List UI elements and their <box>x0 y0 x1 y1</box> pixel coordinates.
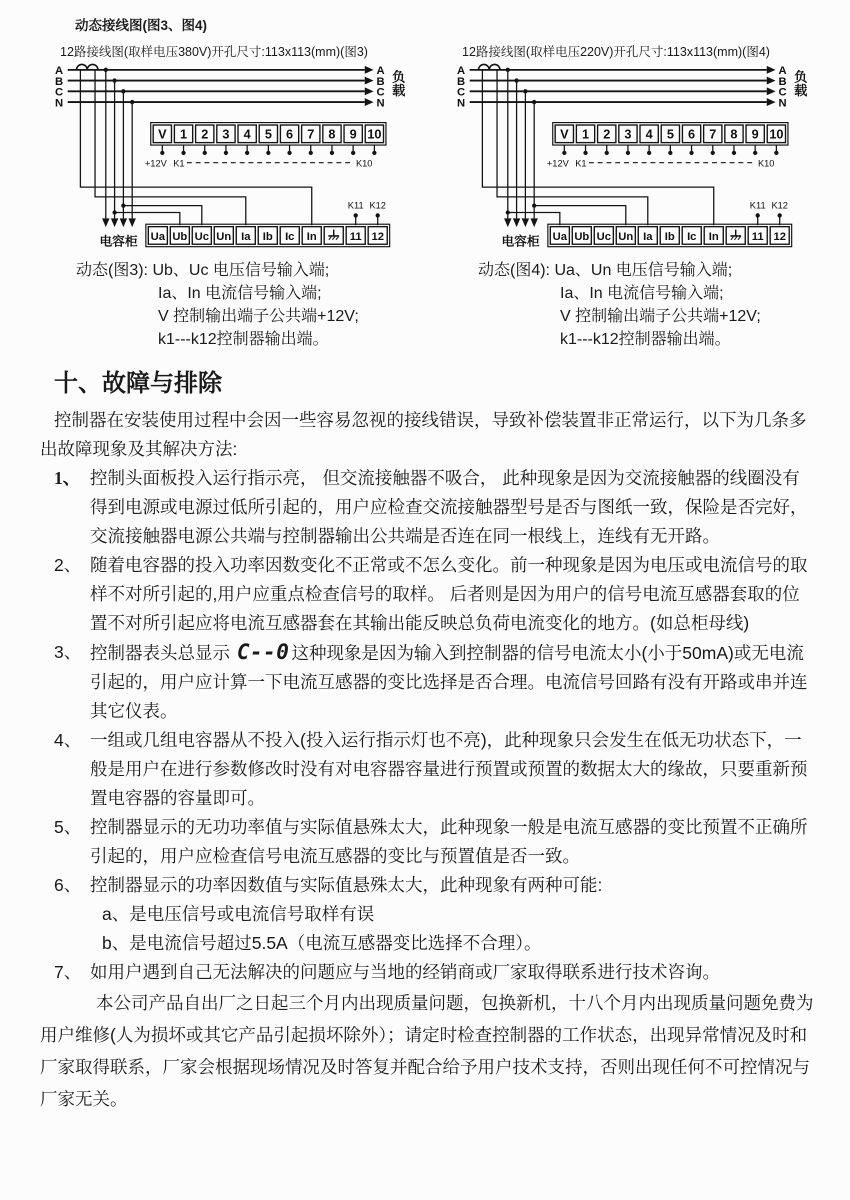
item-text-main: 控制头面板投入运行指示亮， 但交流接触器不吸合， 此种现象是因为交流接触器的线圈没有得到电源或电源过低所引起的，用户应检查交流接触器型号是否与图纸一致，保险是否完好，交流接触器电源公共端与控制器输出公共端是否连在同一根线上，连线有无开路。 <box>90 467 808 546</box>
plus12v-label: +12V <box>144 158 167 169</box>
phase-label-right: B <box>376 75 385 88</box>
arrowhead-icon <box>128 218 135 227</box>
caption-line: V 控制输出端子公共端+12V; <box>560 307 761 325</box>
bottom-terminal-label: Ia <box>241 230 251 243</box>
caption-line: V 控制输出端子公共端+12V; <box>158 307 359 325</box>
arrowhead-icon <box>767 87 776 95</box>
arrowhead-icon <box>102 218 109 227</box>
phase-label-right: N <box>376 97 385 110</box>
load-label: 负 <box>392 69 406 85</box>
item-number: 7、 <box>54 961 82 982</box>
bottom-terminal-label: Ua <box>150 230 166 243</box>
lcd-display: C--0 <box>236 639 290 664</box>
top-terminal-label: 2 <box>201 127 209 142</box>
figure-header: 12路接线图(取样电压220V)开孔尺寸:113x113(mm)(图4) <box>462 45 770 59</box>
top-terminal-label: 3 <box>624 127 632 142</box>
load-label: 载 <box>392 83 406 99</box>
bottom-terminal-label: Ib <box>262 230 273 243</box>
top-terminal-label: V <box>158 127 167 142</box>
item-text <box>90 813 814 871</box>
phase-label-right: N <box>778 97 787 110</box>
arrowhead-icon <box>530 218 537 227</box>
item-number: 4、 <box>54 729 82 750</box>
figure-header: 12路接线图(取样电压380V)开孔尺寸:113x113(mm)(图3) <box>60 45 368 59</box>
caption-line: k1---k12控制器输出端。 <box>158 330 329 348</box>
bottom-terminal-label: 11 <box>751 230 764 243</box>
wiring-diagram <box>456 62 842 254</box>
arrowhead-icon <box>504 218 511 227</box>
warranty-paragraph: 本公司产品自出厂之日起三个月内出现质量问题，包换新机，十八个月内出现质量问题免费为用户维修(人为损坏或其它产品引起损坏除外）；请定时检查控制器的工作状态，出现异常情况及时和厂家取得联系，厂家会根据现场情况及时答复并配合给予用户技术支持，否则出现任何不可控情况与厂家无关。 <box>40 992 814 1109</box>
item-text-main: 随着电容器的投入功率因数变化不正常或不怎么变化。前一种现象是因为电压或电流信号的取样不对所引起的,用户应重点检查信号的取样。 后者则是因为用户的信号电流互感器套取的位置不对所引起应将电流互感器套在其输出能反映总负荷电流变化的地方。(如总柜母线) <box>90 554 808 633</box>
phase-label-left: N <box>54 97 64 110</box>
top-terminal-label: 8 <box>730 127 738 142</box>
fault-item <box>40 551 814 638</box>
figure-column <box>456 42 842 351</box>
bottom-terminal-label: Ic <box>687 230 697 243</box>
item-number: 3、 <box>54 641 82 662</box>
sub-item: a、是电压信号或电流信号取样有误 <box>102 903 375 924</box>
caption-line: 动态(图4): Ua、Un 电压信号输入端; <box>478 261 733 279</box>
bottom-terminal-label: In <box>708 230 719 243</box>
figure-caption <box>456 259 842 351</box>
section-heading: 十、故障与排除 <box>54 369 222 397</box>
bottom-terminal-label: Un <box>216 230 232 243</box>
item-text <box>90 551 814 638</box>
k10-label: K10 <box>757 158 775 169</box>
bottom-terminal-label: In <box>306 230 317 243</box>
arrowhead-icon <box>365 98 374 106</box>
bottom-terminal-label: 11 <box>349 230 362 243</box>
cabinet-label: 电容柜 <box>99 234 138 249</box>
phase-label-right: C <box>376 86 385 99</box>
phase-label-left: C <box>54 86 64 99</box>
bottom-terminal-label: 12 <box>371 230 384 243</box>
bottom-terminal-label: Un <box>618 230 634 243</box>
plus12v-label: +12V <box>546 158 569 169</box>
item-text <box>90 871 814 958</box>
item-text-post: 这种现象是因为输入到控制器的信号电流太小(小于50mA)或无电流引起的，用户应计算一下电流互感器的变比选择是否合理。电流信号回路有没有开路或串并连其它仪表。 <box>90 642 808 721</box>
k1-label: K1 <box>575 158 587 169</box>
wiring-diagram <box>54 62 440 254</box>
figure-caption <box>54 259 440 351</box>
top-terminal-label: V <box>560 127 569 142</box>
arrowhead-icon <box>365 87 374 95</box>
item-text-main: 控制器显示的功率因数值与实际值悬殊太大，此种现象有两种可能: <box>90 874 603 895</box>
bottom-terminal-label: Ub <box>574 230 590 243</box>
item-text <box>90 958 814 987</box>
k12-label: K12 <box>369 200 386 211</box>
fault-item <box>40 638 814 726</box>
top-terminal-label: 9 <box>349 127 357 142</box>
phase-label-left: N <box>456 97 466 110</box>
k12-label: K12 <box>771 200 788 211</box>
item-number: 2、 <box>54 554 82 575</box>
section-intro: 控制器在安装使用过程中会因一些容易忽视的接线错误，导致补偿装置非正常运行，以下为几条多出故障现象及其解决方法: <box>40 409 807 459</box>
arrowhead-icon <box>767 98 776 106</box>
bottom-terminal-label: Uc <box>194 230 209 243</box>
cabinet-label: 电容柜 <box>501 234 540 249</box>
bottom-terminal-label: Ub <box>172 230 188 243</box>
phase-label-left: B <box>456 75 466 88</box>
phase-label-left: C <box>456 86 466 99</box>
top-terminal-label: 7 <box>307 127 315 142</box>
k1-label: K1 <box>173 158 185 169</box>
caption-line: 动态(图3): Ub、Uc 电压信号输入端; <box>76 261 330 279</box>
sub-item: b、是电流信号超过5.5A（电流互感器变比选择不合理）。 <box>102 932 542 953</box>
top-terminal-label: 5 <box>666 127 674 142</box>
top-terminal-label: 4 <box>243 127 251 142</box>
k11-label: K11 <box>749 200 766 211</box>
top-terminal-label: 6 <box>688 127 696 142</box>
arrowhead-icon <box>111 218 118 227</box>
phase-label-right: C <box>778 86 787 99</box>
figure-column <box>54 42 440 351</box>
phase-label-left: B <box>54 75 64 88</box>
top-terminal-label: 5 <box>264 127 272 142</box>
item-text-main: 控制器显示的无功功率值与实际值悬殊太大，此种现象一般是电流互感器的变比预置不正确所引起的，用户应检查信号电流互感器的变比与预置值是否一致。 <box>90 816 808 866</box>
phase-label-left: A <box>456 65 466 78</box>
arrowhead-icon <box>767 77 776 85</box>
top-terminal-label: 10 <box>769 127 784 142</box>
fault-item <box>40 958 814 987</box>
top-terminal-label: 7 <box>709 127 717 142</box>
arrowhead-icon <box>365 66 374 74</box>
bottom-terminal-label: 12 <box>773 230 786 243</box>
phase-label-right: A <box>778 65 787 78</box>
arrowhead-icon <box>522 218 529 227</box>
bottom-terminal-label: Uc <box>596 230 611 243</box>
arrowhead-icon <box>767 66 776 74</box>
fault-item <box>40 464 814 551</box>
arrowhead-icon <box>513 218 520 227</box>
item-text-pre: 控制器表头总显示 <box>90 642 235 663</box>
item-text <box>90 638 814 726</box>
caption-line: Ia、In 电流信号输入端; <box>560 284 724 302</box>
phase-label-right: B <box>778 75 787 88</box>
item-text <box>90 464 814 551</box>
fault-list <box>40 464 814 987</box>
top-terminal-label: 1 <box>581 127 590 142</box>
caption-line: Ia、In 电流信号输入端; <box>158 284 322 302</box>
item-number: 5、 <box>54 816 82 837</box>
item-text-main: 一组或几组电容器从不投入(投入运行指示灯也不亮)，此种现象只会发生在低无功状态下，一般是用户在进行参数修改时没有对电容器容量进行预置或预置的数据太大的缘故，只要重新预置电容器的容量即可。 <box>90 729 808 808</box>
k11-label: K11 <box>347 200 364 211</box>
item-number: 6、 <box>54 874 82 895</box>
top-terminal-label: 8 <box>328 127 336 142</box>
top-terminal-label: 1 <box>179 127 188 142</box>
arrowhead-icon <box>365 77 374 85</box>
top-terminal-label: 6 <box>286 127 294 142</box>
figures-row <box>54 42 814 351</box>
fault-item <box>40 871 814 958</box>
bottom-terminal-label: Ia <box>643 230 653 243</box>
item-text-main: 如用户遇到自己无法解决的问题应与当地的经销商或厂家取得联系进行技术咨询。 <box>90 961 720 982</box>
load-label: 载 <box>794 83 808 99</box>
top-terminal-label: 2 <box>603 127 611 142</box>
top-terminal-label: 9 <box>751 127 759 142</box>
item-text <box>90 726 814 813</box>
top-terminal-label: 3 <box>222 127 230 142</box>
arrowhead-icon <box>120 218 127 227</box>
page-title: 动态接线图(图3、图4) <box>75 18 208 33</box>
top-terminal-label: 4 <box>645 127 653 142</box>
item-number: 1、 <box>54 467 81 488</box>
phase-label-right: A <box>376 65 385 78</box>
bottom-terminal-label: Ua <box>552 230 568 243</box>
bottom-terminal-label: Ic <box>285 230 295 243</box>
top-terminal-label: 10 <box>367 127 382 142</box>
fault-item <box>40 726 814 813</box>
bottom-terminal-label: Ib <box>664 230 675 243</box>
load-label: 负 <box>794 69 808 85</box>
caption-line: k1---k12控制器输出端。 <box>560 330 731 348</box>
k10-label: K10 <box>355 158 373 169</box>
phase-label-left: A <box>54 65 64 78</box>
fault-item <box>40 813 814 871</box>
